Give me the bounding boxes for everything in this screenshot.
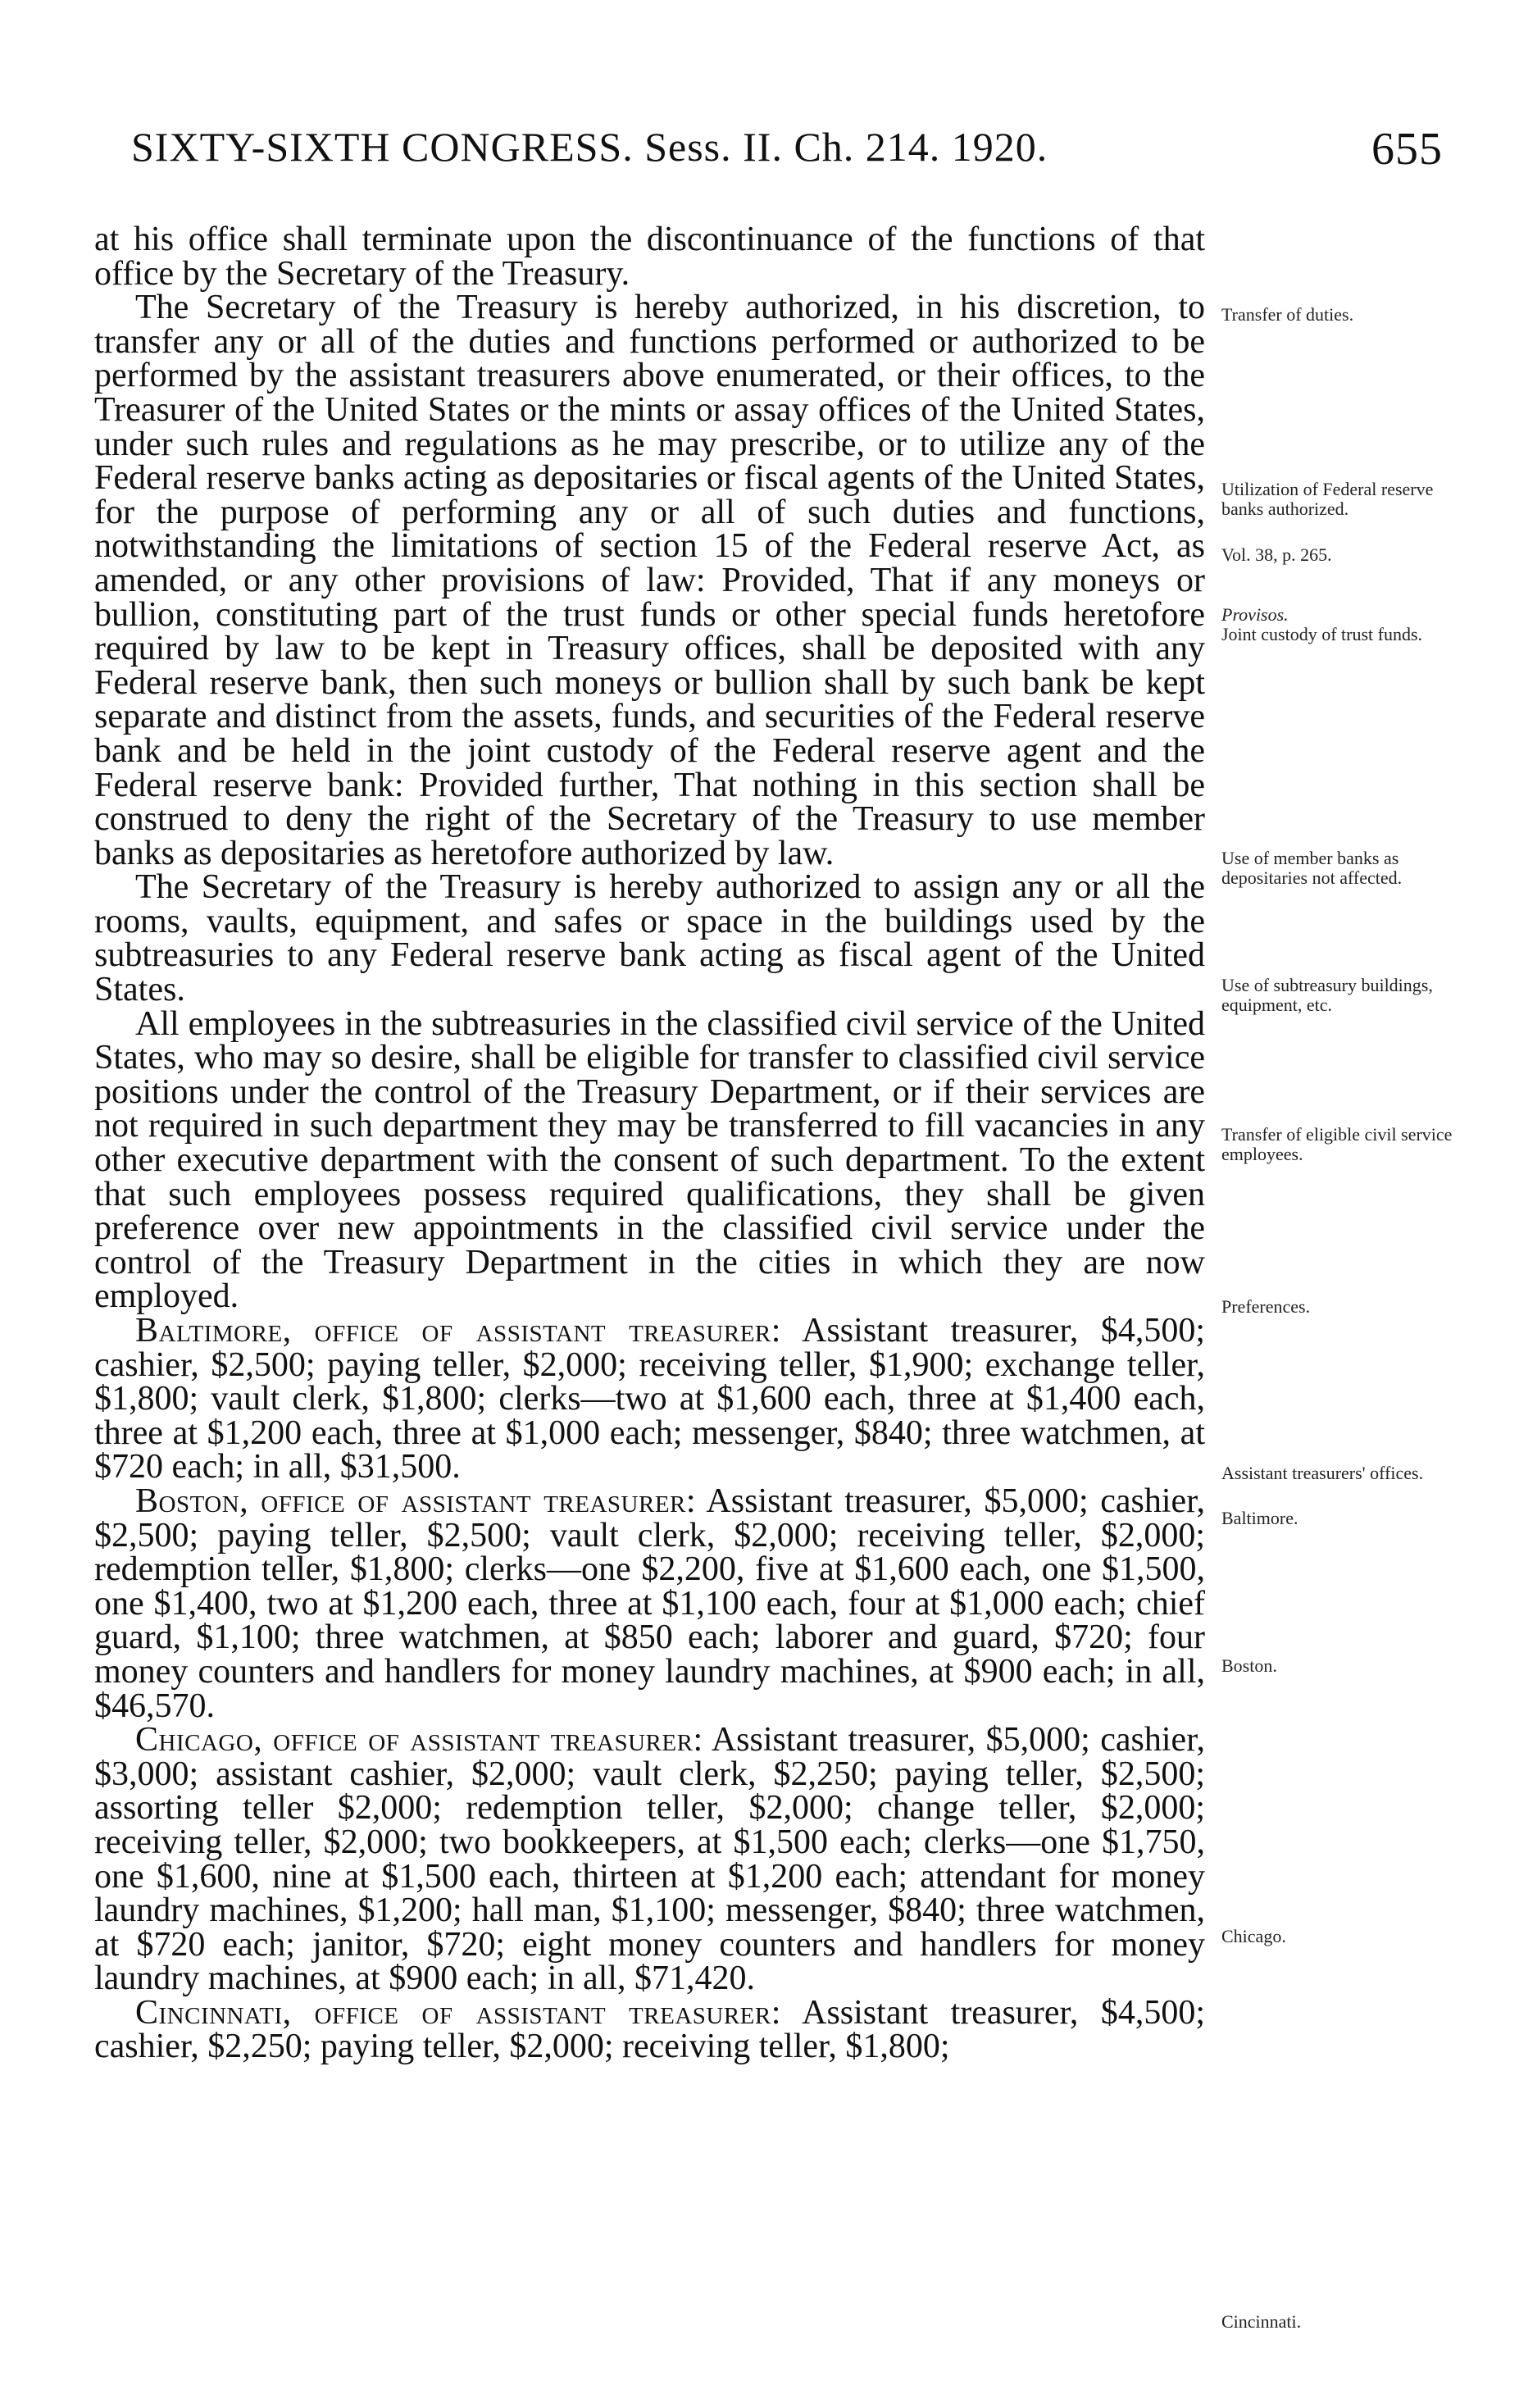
margin-note: Use of subtreasury buildings, equipment, etc.: [1221, 975, 1433, 1015]
margin-note: Vol. 38, p. 265.: [1221, 544, 1332, 565]
margin-note: Cincinnati.: [1221, 2311, 1302, 2332]
paragraph: All employees in the subtreasuries in the classified civil service of the United States, who may so desire, shall be eligible for transfer to classified civil service positions under the control of the Treasury Department, or if their services are not required in such department they may be transferred to fill vacancies in any other executive department with the consent of such department. To the extent that such employees possess required qualifications, they shall be given preference over new appointments in the classified civil service under the control of the Treasury Department in the cities in which they are now employed.: [94, 1004, 1205, 1316]
paragraph: The Secretary of the Treasury is hereby authorized to assign any or all the rooms, vaults, equipment, and safes or space in the buildings used by the subtreasuries to any Federal reserve bank acting as fiscal agent of the United States.: [94, 868, 1205, 1009]
running-header: [131, 123, 1467, 189]
margin-note: Utilization of Federal reserve banks authorized.: [1221, 479, 1434, 519]
section-heading: Boston, office of assistant treasurer:: [135, 1482, 697, 1520]
section-heading: Cincinnati, office of assistant treasurer:: [135, 1993, 781, 2032]
body-text: [94, 223, 1205, 2064]
paragraph: Chicago, office of assistant treasurer: Assistant treasurer, $5,000; cashier, $3,000; assistant cashier, $2,000; vault clerk, $2,250; paying teller, $2,500; assorting teller $2,000; redemption teller, $2,000; change teller, $2,000; receiving teller, $2,000; two bookkeepers, at $1,500 each; clerks—one $1,750, one $1,600, nine at $1,500 each, thirteen at $1,200 each; attendant for money laundry machines, $1,200; hall man, $1,100; messenger, $840; three watchmen, at $720 each; janitor, $720; eight money counters and handlers for money laundry machines, at $900 each; in all, $71,420.: [94, 1721, 1206, 1998]
header-title: SIXTY-SIXTH CONGRESS. Sess. II. Ch. 214. 1920.: [131, 124, 1048, 170]
paragraph: Baltimore, office of assistant treasurer: Assistant treasurer, $4,500; cashier, $2,500; paying teller, $2,000; receiving teller, $1,900; exchange teller, $1,800; vault clerk, $1,800; clerks—two at $1,600 each, three at $1,400 each, three at $1,200 each, three at $1,000 each; messenger, $840; three watchmen, at $720 each; in all, $31,500.: [94, 1312, 1206, 1486]
paragraph: at his office shall terminate upon the discontinuance of the functions of that office by the Secretary of the Treasury.: [94, 221, 1205, 293]
paragraph: Cincinnati, office of assistant treasurer: Assistant treasurer, $4,500; cashier, $2,250; paying teller, $2,000; receiving teller, $1,800;: [94, 1993, 1206, 2066]
margin-note: Use of member banks as depositaries not affected.: [1221, 848, 1403, 888]
page-number: 655: [1371, 124, 1443, 175]
margin-note: Joint custody of trust funds.: [1221, 624, 1423, 644]
margin-note: Assistant treasurers' offices.: [1221, 1463, 1424, 1483]
margin-note: Preferences.: [1221, 1296, 1311, 1317]
margin-note: Baltimore.: [1221, 1508, 1298, 1528]
section-heading: Baltimore, office of assistant treasurer:: [135, 1312, 781, 1350]
margin-note: Boston.: [1221, 1655, 1277, 1676]
paragraph: Boston, office of assistant treasurer: Assistant treasurer, $5,000; cashier, $2,500; paying teller, $2,500; vault clerk, $2,000; receiving teller, $2,000; redemption teller, $1,800; clerks—one $2,200, five at $1,600 each, one $1,500, one $1,400, two at $1,200 each, three at $1,100 each, four at $1,000 each; chief guard, $1,100; three watchmen, at $850 each; laborer and guard, $720; four money counters and handlers for money laundry machines, at $900 each; in all, $46,570.: [94, 1482, 1206, 1725]
margin-note: Provisos.: [1221, 604, 1289, 625]
margin-note: Chicago.: [1221, 1926, 1286, 1946]
paragraph: The Secretary of the Treasury is hereby authorized, in his discretion, to transfer any or all of the duties and functions performed or authorized to be performed by the assistant treasurers above enumerated, or their offices, to the Treasurer of the United States or the mints or assay offices of the United States, under such rules and regulations as he may prescribe, or to utilize any of the Federal reserve banks acting as depositaries or fiscal agents of the United States, for the purpose of performing any or all of such duties and functions, notwithstanding the limitations of section 15 of the Federal reserve Act, as amended, or any other provisions of law: Provided, That if any moneys or bullion, constituting part of the trust funds or other special funds heretofore required by law to be kept in Treasury offices, shall be deposited with any Federal reserve bank, then such moneys or bullion shall by such bank be kept separate and distinct from the assets, funds, and securities of the Federal reserve bank and be held in the joint custody of the Federal reserve agent and the Federal reserve bank: Provided further, That nothing in this section shall be construed to deny the right of the Secretary of the Treasury to use member banks as depositaries as heretofore authorized by law.: [94, 289, 1205, 872]
section-heading: Chicago, office of assistant treasurer:: [135, 1721, 703, 1759]
margin-note: Transfer of duties.: [1221, 304, 1354, 325]
margin-note: Transfer of eligible civil service employees.: [1221, 1124, 1453, 1164]
